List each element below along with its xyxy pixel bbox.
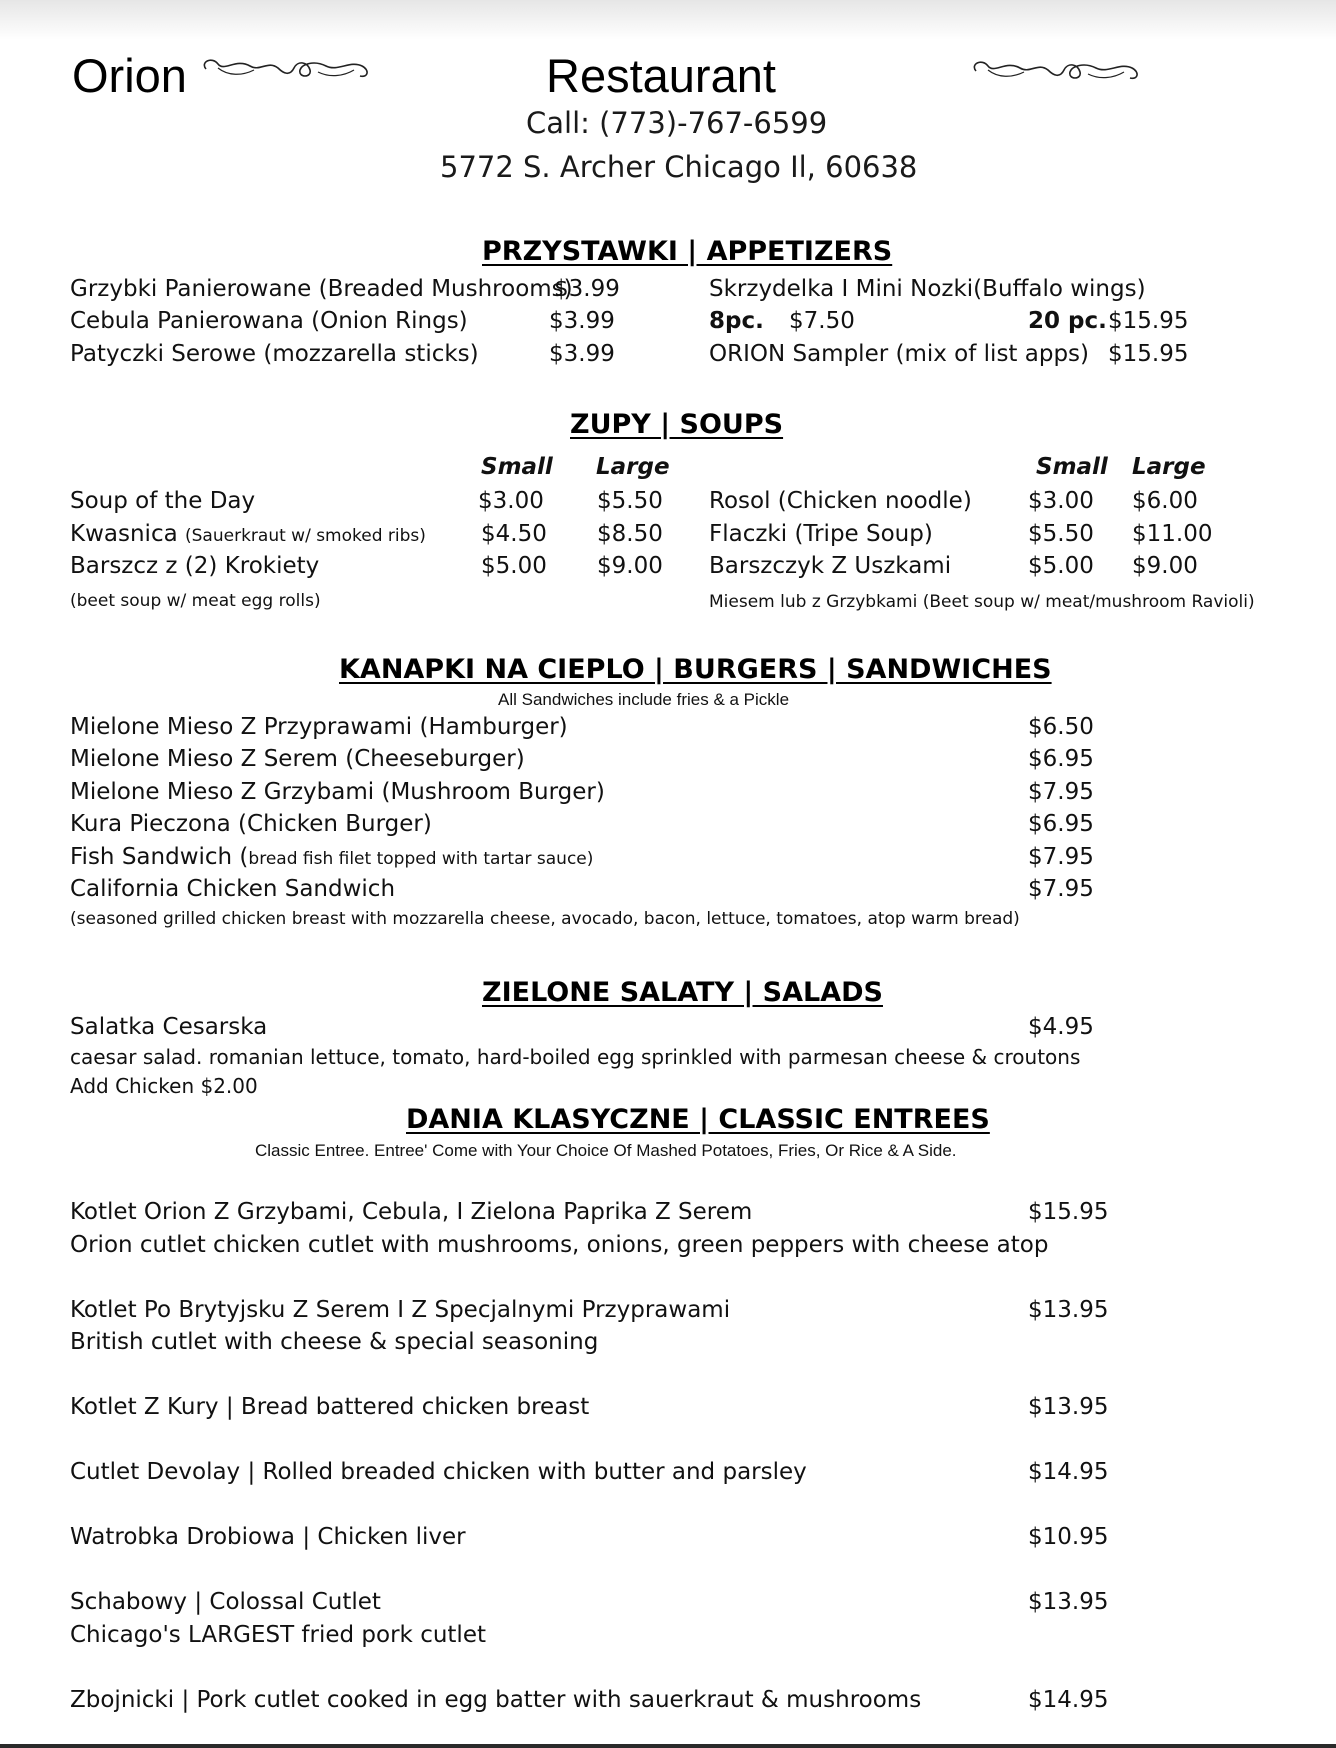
top-shade [0, 0, 1336, 40]
soup-large-price: $6.00 [1132, 488, 1198, 514]
flourish-right-icon [968, 56, 1146, 86]
sandwich-name [70, 844, 593, 870]
restaurant-name-right: Restaurant [546, 49, 776, 102]
appetizer-name: Cebula Panierowana (Onion Rings) [70, 308, 468, 334]
soup-large-label: Large [596, 454, 670, 480]
entree-price: $10.95 [1028, 1524, 1109, 1550]
entree-price: $13.95 [1028, 1394, 1109, 1420]
sandwich-name: Mielone Mieso Z Grzybami (Mushroom Burger) [70, 779, 605, 805]
soup-small-price: $3.00 [478, 488, 544, 514]
entree-price: $15.95 [1028, 1199, 1109, 1225]
salad-description: caesar salad. romanian lettuce, tomato, hard-boiled egg sprinkled with parmesan cheese & croutons [70, 1045, 1081, 1069]
soup-large-price: $11.00 [1132, 521, 1213, 547]
salad-addon: Add Chicken $2.00 [70, 1074, 258, 1098]
sandwich-name: Mielone Mieso Z Przyprawami (Hamburger) [70, 714, 568, 740]
salad-price: $4.95 [1028, 1014, 1094, 1040]
entree-price: $14.95 [1028, 1459, 1109, 1485]
entree-description: Orion cutlet chicken cutlet with mushrooms, onions, green peppers with cheese atop [70, 1232, 1049, 1258]
appetizer-price: $3.99 [549, 341, 615, 367]
wings-20pc-price: $15.95 [1108, 308, 1189, 334]
soup-large-price: $8.50 [597, 521, 663, 547]
soups-heading: ZUPY | SOUPS [570, 409, 784, 440]
salad-name: Salatka Cesarska [70, 1014, 268, 1040]
soup-small-label-right: Small [1036, 454, 1108, 480]
bottom-border [0, 1744, 1336, 1748]
sandwich-name: California Chicken Sandwich [70, 876, 396, 902]
sandwich-price: $7.95 [1028, 779, 1094, 805]
entree-price: $13.95 [1028, 1589, 1109, 1615]
soup-large-price: $9.00 [1132, 553, 1198, 579]
soup-large-price: $9.00 [597, 553, 663, 579]
appetizers-heading: PRZYSTAWKI | APPETIZERS [482, 236, 893, 267]
sandwich-footnote: (seasoned grilled chicken breast with mozzarella cheese, avocado, bacon, lettuce, tomatoes, atop warm bread) [70, 909, 1020, 929]
appetizer-name: Grzybki Panierowane (Breaded Mushrooms) [70, 276, 573, 302]
sampler-name: ORION Sampler (mix of list apps) [709, 341, 1090, 367]
entrees-heading: DANIA KLASYCZNE | CLASSIC ENTREES [406, 1104, 990, 1135]
entree-name: Cutlet Devolay | Rolled breaded chicken with butter and parsley [70, 1459, 807, 1485]
wings-20pc-label: 20 pc. [1028, 308, 1107, 334]
sandwich-name-text: Fish Sandwich ( [70, 844, 249, 870]
wings-8pc-label: 8pc. [709, 308, 764, 334]
sandwich-price: $6.50 [1028, 714, 1094, 740]
sandwich-price: $7.95 [1028, 844, 1094, 870]
soup-small-price: $5.00 [1028, 553, 1094, 579]
soup-name: Barszcz z (2) Krokiety [70, 553, 320, 579]
entree-price: $14.95 [1028, 1687, 1109, 1713]
soup-small-price: $4.50 [481, 521, 547, 547]
entrees-subtitle: Classic Entree. Entree' Come with Your Choice Of Mashed Potatoes, Fries, Or Rice & A Side. [255, 1141, 957, 1160]
phone-number: Call: (773)-767-6599 [526, 106, 828, 140]
sandwich-note: bread fish filet topped with tartar sauce) [248, 849, 594, 869]
entree-name: Schabowy | Colossal Cutlet [70, 1589, 381, 1615]
entree-name: Kotlet Orion Z Grzybami, Cebula, I Zielona Paprika Z Serem [70, 1199, 753, 1225]
sandwich-name: Mielone Mieso Z Serem (Cheeseburger) [70, 746, 525, 772]
soup-name: Flaczki (Tripe Soup) [709, 521, 933, 547]
appetizer-price: $3.99 [554, 276, 620, 302]
entree-name: Watrobka Drobiowa | Chicken liver [70, 1524, 466, 1550]
soup-small-label: Small [481, 454, 553, 480]
soup-footnote-right: Miesem lub z Grzybkami (Beet soup w/ meat/mushroom Ravioli) [709, 592, 1255, 612]
entree-name: Zbojnicki | Pork cutlet cooked in egg batter with sauerkraut & mushrooms [70, 1687, 922, 1713]
entree-name: Kotlet Po Brytyjsku Z Serem I Z Specjalnymi Przyprawami [70, 1297, 731, 1323]
sandwich-price: $7.95 [1028, 876, 1094, 902]
appetizer-name: Patyczki Serowe (mozzarella sticks) [70, 341, 479, 367]
sandwich-price: $6.95 [1028, 746, 1094, 772]
soup-small-price: $5.50 [1028, 521, 1094, 547]
soup-name-text: Kwasnica [70, 521, 178, 547]
entree-description: British cutlet with cheese & special seasoning [70, 1329, 599, 1355]
soup-name: Soup of the Day [70, 488, 256, 514]
soup-small-price: $3.00 [1028, 488, 1094, 514]
soup-large-label-right: Large [1132, 454, 1206, 480]
soup-name [70, 521, 426, 547]
soup-footnote-left: (beet soup w/ meat egg rolls) [70, 591, 321, 611]
entree-description: Chicago's LARGEST fried pork cutlet [70, 1622, 486, 1648]
entree-name: Kotlet Z Kury | Bread battered chicken breast [70, 1394, 590, 1420]
sandwiches-subtitle: All Sandwiches include fries & a Pickle [498, 690, 790, 709]
sampler-price: $15.95 [1108, 341, 1189, 367]
sandwiches-heading: KANAPKI NA CIEPLO | BURGERS | SANDWICHES [339, 654, 1052, 685]
restaurant-name-left: Orion [72, 49, 187, 102]
appetizer-price: $3.99 [549, 308, 615, 334]
soup-large-price: $5.50 [597, 488, 663, 514]
wings-8pc-price: $7.50 [789, 308, 855, 334]
soup-small-price: $5.00 [481, 553, 547, 579]
flourish-left-icon [198, 54, 376, 84]
sandwich-price: $6.95 [1028, 811, 1094, 837]
salads-heading: ZIELONE SALATY | SALADS [482, 977, 883, 1008]
entree-price: $13.95 [1028, 1297, 1109, 1323]
soup-name: Barszczyk Z Uszkami [709, 553, 952, 579]
wings-name: Skrzydelka I Mini Nozki(Buffalo wings) [709, 276, 1146, 302]
sandwich-name: Kura Pieczona (Chicken Burger) [70, 811, 432, 837]
address: 5772 S. Archer Chicago Il, 60638 [440, 150, 918, 184]
soup-name: Rosol (Chicken noodle) [709, 488, 972, 514]
soup-note: (Sauerkraut w/ smoked ribs) [185, 526, 426, 546]
